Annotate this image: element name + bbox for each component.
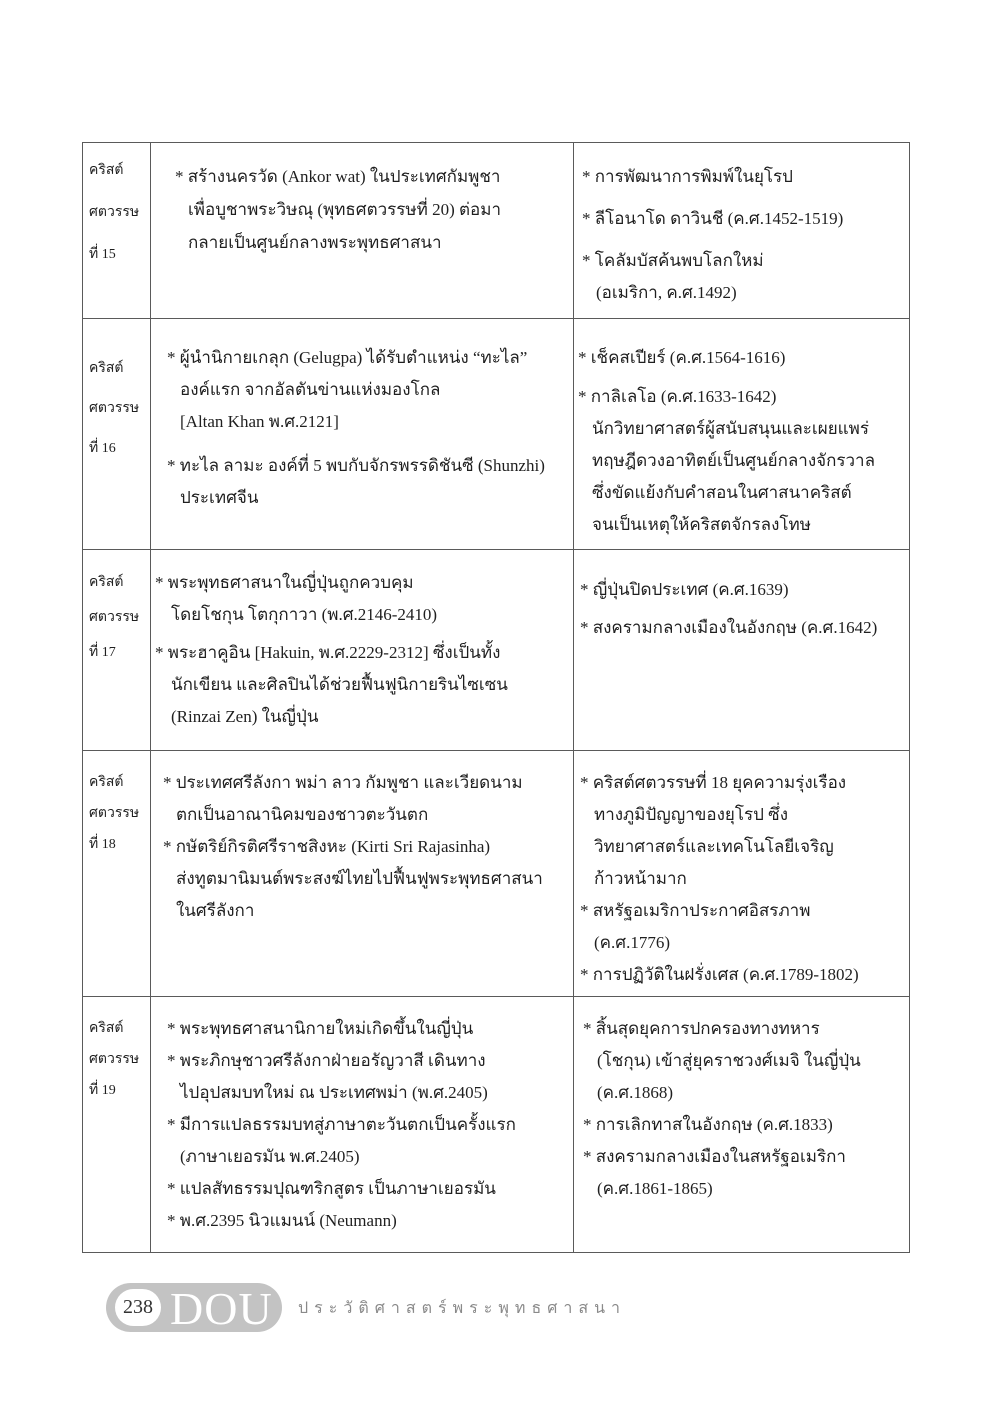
event-continuation-line: โดยโชกุน โตกุกาวา (พ.ศ.2146-2410) (171, 605, 438, 624)
event-item (167, 1045, 573, 1109)
period-label: คริสต์ (89, 1021, 124, 1036)
event-item (583, 1141, 909, 1205)
dou-logo: DOU (170, 1283, 273, 1334)
event-item (167, 1013, 573, 1045)
buddhism-events-cell (151, 751, 574, 996)
period-label: ศตวรรษ (89, 401, 140, 416)
event-continuation-line: (อเมริกา, ค.ศ.1492) (596, 283, 737, 302)
buddhism-events-cell (151, 550, 574, 750)
period-cell (83, 997, 151, 1252)
event-bullet-line: * คริสต์ศตวรรษที่ 18 ยุคความรุ่งเรือง (580, 773, 847, 792)
event-bullet-line: * สหรัฐอเมริกาประกาศอิสรภาพ (580, 901, 811, 920)
event-item (580, 612, 909, 644)
event-continuation-line: (โชกุน) เข้าสู่ยุคราชวงศ์เมจิ ในญี่ปุ่น (597, 1051, 861, 1070)
event-bullet-line: * พ.ศ.2395 นิวแมนน์ (Neumann) (167, 1211, 397, 1230)
event-continuation-line: (ค.ศ.1776) (594, 933, 670, 952)
event-continuation-line: ส่งทูตมานิมนต์พระสงฆ์ไทยไปฟื้นฟูพระพุทธศาสนา (176, 869, 543, 888)
event-item (583, 1109, 909, 1141)
event-bullet-line: * ญี่ปุ่นปิดประเทศ (ค.ศ.1639) (580, 580, 789, 599)
chronology-table (82, 142, 910, 1253)
event-continuation-line: ก้าวหน้ามาก (594, 869, 687, 888)
event-item (583, 1013, 909, 1109)
event-item (167, 1109, 573, 1173)
event-bullet-line: * พระพุทธศาสนานิกายใหม่เกิดขึ้นในญี่ปุ่น (167, 1019, 474, 1038)
event-continuation-line: วิทยาศาสตร์และเทคโนโลยีเจริญ (594, 837, 834, 856)
dou-page-badge (106, 1283, 282, 1332)
event-item (163, 831, 573, 927)
book-title: ประวัติศาสตร์พระพุทธศาสนา (298, 1298, 627, 1317)
event-item (167, 342, 573, 438)
period-label: ที่ 15 (89, 247, 116, 262)
period-label: ที่ 17 (89, 645, 116, 660)
event-bullet-line: * การพัฒนาการพิมพ์ในยุโรป (582, 167, 793, 186)
period-cell (83, 319, 151, 549)
event-item (580, 574, 909, 606)
world-events-cell (574, 319, 909, 549)
event-item (155, 567, 573, 631)
event-continuation-line: เพื่อบูชาพระวิษณุ (พุทธศตวรรษที่ 20) ต่อมา (188, 200, 502, 219)
event-continuation-line: (ค.ศ.1861-1865) (597, 1179, 713, 1198)
event-bullet-line: * พระพุทธศาสนาในญี่ปุ่นถูกควบคุม (155, 573, 414, 592)
event-continuation-line: องค์แรก จากอัลตันข่านแห่งมองโกล (180, 380, 441, 399)
event-continuation-line: (ค.ศ.1868) (597, 1083, 673, 1102)
event-continuation-line: นักเขียน และศิลปินได้ช่วยฟื้นฟูนิกายรินไซเซน (171, 675, 508, 694)
event-bullet-line: * กาลิเลโอ (ค.ศ.1633-1642) (578, 387, 777, 406)
period-cell (83, 143, 151, 318)
event-continuation-line: ซึ่งขัดแย้งกับคำสอนในศาสนาคริสต์ (592, 483, 852, 502)
period-label: คริสต์ (89, 163, 124, 178)
event-bullet-line: * โคลัมบัสค้นพบโลกใหม่ (582, 251, 764, 270)
table-row (83, 550, 909, 751)
page-number: 238 (115, 1289, 161, 1326)
period-label: ที่ 16 (89, 441, 116, 456)
event-bullet-line: * ประเทศศรีลังกา พม่า ลาว กัมพูชา และเวียดนาม (163, 773, 523, 792)
event-item (582, 161, 909, 193)
event-bullet-line: * การปฏิวัติในฝรั่งเศส (ค.ศ.1789-1802) (580, 965, 859, 984)
world-events-cell (574, 550, 909, 750)
event-item (582, 203, 909, 235)
event-bullet-line: * สงครามกลางเมืองในสหรัฐอเมริกา (583, 1147, 846, 1166)
event-item (580, 959, 909, 991)
event-continuation-line: จนเป็นเหตุให้คริสตจักรลงโทษ (592, 515, 811, 534)
world-events-cell (574, 997, 909, 1252)
event-bullet-line: * เช็คสเปียร์ (ค.ศ.1564-1616) (578, 348, 786, 367)
event-continuation-line: ในศรีลังกา (176, 901, 255, 920)
period-label: คริสต์ (89, 575, 124, 590)
event-item (155, 637, 573, 733)
event-bullet-line: * แปลสัทธรรมปุณฑริกสูตร เป็นภาษาเยอรมัน (167, 1179, 496, 1198)
event-bullet-line: * ทะไล ลามะ องค์ที่ 5 พบกับจักรพรรดิชันซี (Shunzhi) (167, 456, 545, 475)
event-continuation-line: ประเทศจีน (180, 488, 259, 507)
event-bullet-line: * ผู้นำนิกายเกลุก (Gelugpa) ได้รับตำแหน่ง “ทะไล” (167, 348, 528, 367)
table-row (83, 751, 909, 997)
event-item (578, 342, 909, 374)
event-bullet-line: * พระฮาคูอิน [Hakuin, พ.ศ.2229-2312] ซึ่งเป็นทั้ง (155, 643, 501, 662)
event-bullet-line: * สร้างนครวัด (Ankor wat) ในประเทศกัมพูชา (175, 167, 501, 186)
period-label: ที่ 18 (89, 837, 116, 852)
buddhism-events-cell (151, 319, 574, 549)
event-bullet-line: * การเลิกทาสในอังกฤษ (ค.ศ.1833) (583, 1115, 833, 1134)
buddhism-events-cell (151, 143, 574, 318)
event-bullet-line: * ลีโอนาโด ดาวินชี (ค.ศ.1452-1519) (582, 209, 844, 228)
event-item (580, 895, 909, 959)
event-bullet-line: * กษัตริย์กิรติศรีราชสิงหะ (Kirti Sri Rajasinha) (163, 837, 491, 856)
event-bullet-line: * สงครามกลางเมืองในอังกฤษ (ค.ศ.1642) (580, 618, 878, 637)
buddhism-events-cell (151, 997, 574, 1252)
world-events-cell (574, 751, 909, 996)
event-continuation-line: ไปอุปสมบทใหม่ ณ ประเทศพม่า (พ.ศ.2405) (180, 1083, 488, 1102)
event-bullet-line: * พระภิกษุชาวศรีลังกาฝ่ายอรัญวาสี เดินทาง (167, 1051, 486, 1070)
period-label: คริสต์ (89, 361, 124, 376)
event-item (582, 245, 909, 309)
period-label: คริสต์ (89, 775, 124, 790)
period-label: ที่ 19 (89, 1083, 116, 1098)
event-item (175, 160, 573, 259)
event-item (167, 1173, 573, 1205)
period-cell (83, 550, 151, 750)
event-item (167, 1205, 573, 1237)
event-item (167, 450, 573, 514)
table-row (83, 143, 909, 319)
period-label: ศตวรรษ (89, 806, 140, 821)
event-continuation-line: ตกเป็นอาณานิคมของชาวตะวันตก (176, 805, 429, 824)
event-continuation-line: กลายเป็นศูนย์กลางพระพุทธศาสนา (188, 233, 442, 252)
period-label: ศตวรรษ (89, 205, 140, 220)
period-cell (83, 751, 151, 996)
period-label: ศตวรรษ (89, 610, 140, 625)
event-bullet-line: * มีการแปลธรรมบทสู่ภาษาตะวันตกเป็นครั้งแรก (167, 1115, 516, 1134)
event-continuation-line: [Altan Khan พ.ศ.2121] (180, 412, 339, 431)
event-continuation-line: (ภาษาเยอรมัน พ.ศ.2405) (180, 1147, 360, 1166)
table-row (83, 997, 909, 1253)
event-bullet-line: * สิ้นสุดยุคการปกครองทางทหาร (583, 1019, 820, 1038)
event-continuation-line: นักวิทยาศาสตร์ผู้สนับสนุนและเผยแพร่ (592, 419, 869, 438)
world-events-cell (574, 143, 909, 318)
event-continuation-line: ทางภูมิปัญญาของยุโรป ซึ่ง (594, 805, 789, 824)
event-continuation-line: (Rinzai Zen) ในญี่ปุ่น (171, 707, 319, 726)
event-item (163, 767, 573, 831)
table-row (83, 319, 909, 550)
event-item (580, 767, 909, 895)
event-item (578, 381, 909, 541)
event-continuation-line: ทฤษฎีดวงอาทิตย์เป็นศูนย์กลางจักรวาล (592, 451, 876, 470)
period-label: ศตวรรษ (89, 1052, 140, 1067)
